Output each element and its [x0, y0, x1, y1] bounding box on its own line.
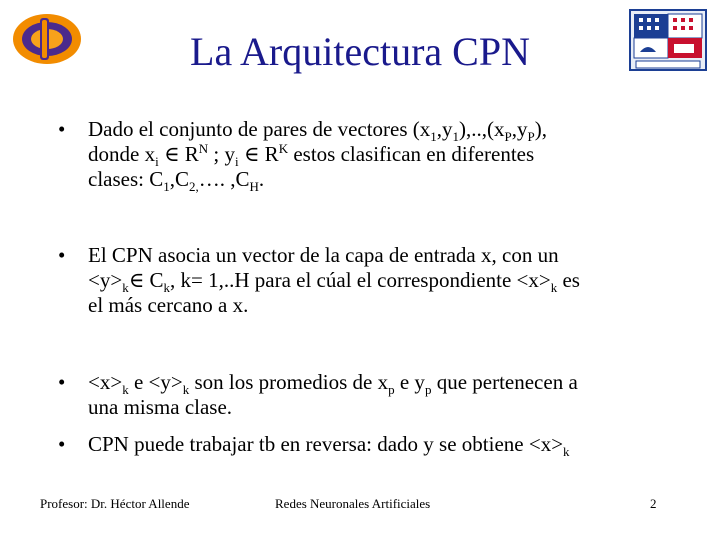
bullet-line: una misma clase. [88, 395, 233, 419]
bullet-line: $<y>_k\in$ $C_k$, k= 1,..H para el cúal el correspondiente $<x>_k$ es [88, 268, 580, 296]
subscript: 2, [189, 179, 199, 195]
bullet-marker: • [58, 370, 66, 394]
subscript: 1 [452, 129, 460, 145]
superscript: K [278, 141, 289, 156]
bullet-line: donde $x_i$ ∈ $R^N$ ; $y_i$ ∈ $R^K$ estos clasifican en diferentes [88, 141, 535, 170]
subscript: P [504, 129, 512, 145]
superscript: N [198, 141, 209, 156]
bullet-line: CPN puede trabajar tb en reversa: dado y se obtiene $<x>_k$ [88, 432, 570, 460]
bullet-line: el más cercano a x. [88, 293, 249, 317]
footer-page-number: 2 [650, 496, 657, 511]
bullet-item [58, 370, 668, 420]
bullet-item [58, 243, 668, 318]
subscript: k [122, 382, 129, 398]
bullet-item [58, 432, 668, 460]
bullet-marker: • [58, 432, 66, 456]
bullet-line: $<x>_k$ $e <y>_k$ son los promedios de $x_p$ e $y_p$ que pertenecen a [88, 370, 578, 398]
bullet-text [88, 432, 668, 460]
subscript: k [550, 280, 558, 296]
subscript: k [163, 280, 170, 296]
page-title: La Arquitectura CPN [190, 29, 530, 74]
bullet-line: El CPN asocia un vector de la capa de entrada x, con un [88, 243, 559, 267]
subscript: 1 [163, 179, 170, 195]
footer-course: Redes Neuronales Artificiales [275, 496, 431, 511]
subscript: p [388, 382, 395, 398]
bullet-marker: • [58, 243, 66, 267]
bullet-line: clases: $C_1,C_{2,}\dots$. $,C_H$. [88, 167, 265, 195]
bullet-marker: • [58, 117, 66, 141]
bullet-text [88, 370, 668, 420]
subscript: p [424, 382, 432, 398]
subscript: i [235, 154, 239, 170]
bullet-line: Dado el conjunto de pares de vectores $(x_1,y_1),..,(x_P,y_P)$, [88, 117, 548, 145]
subscript: i [155, 154, 159, 170]
bullet-text [88, 117, 668, 195]
bullet-item [58, 117, 668, 195]
subscript: 1 [430, 129, 437, 145]
subscript: k [122, 280, 129, 296]
subscript: k [563, 444, 570, 460]
footer-author: Profesor: Dr. Héctor Allende [40, 496, 190, 511]
bullet-text [88, 243, 668, 318]
subscript: H [249, 179, 259, 195]
subscript: P [527, 129, 535, 145]
subscript: k [182, 382, 190, 398]
